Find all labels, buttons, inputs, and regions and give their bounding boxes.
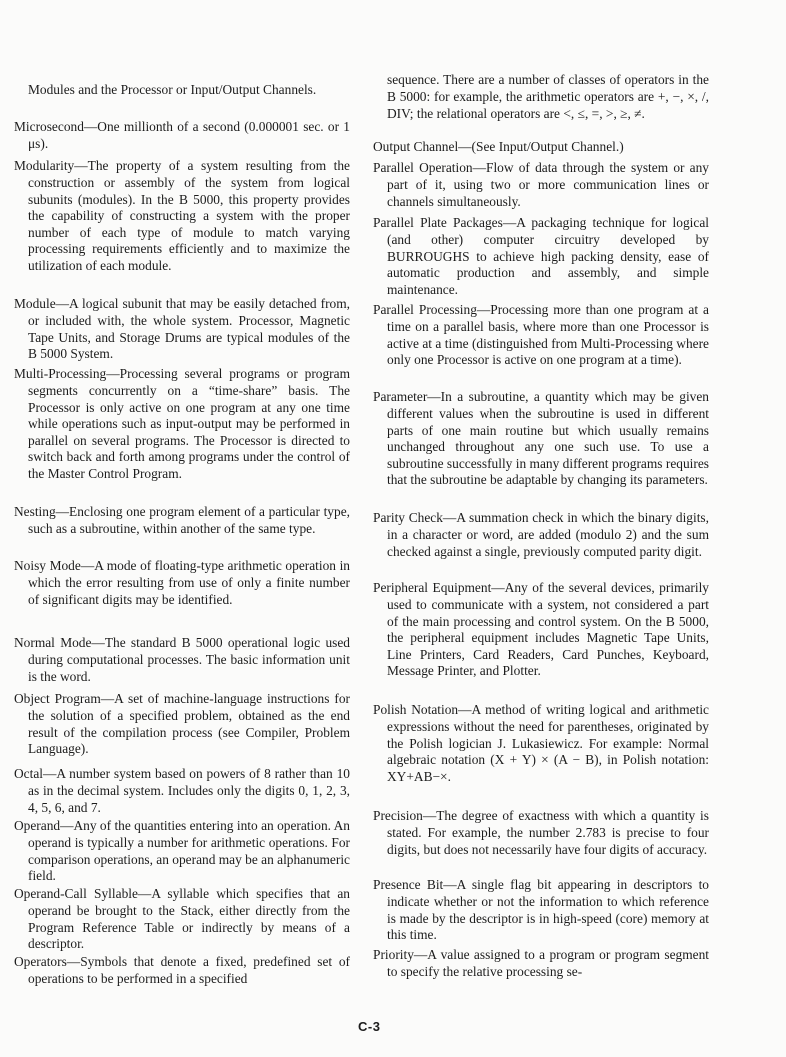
entry-microsecond: Microsecond—One millionth of a second (0.000001 sec. or 1 μs).	[14, 119, 350, 151]
entry-parameter: Parameter—In a subroutine, a quantity which may be given different values when the subroutine is used in different parts of one main routine but which usually remains unchanged throughout any one such use. To use a subroutine successfully in many different programs requires that the subroutine be adaptable by changing its parameters.	[373, 389, 709, 488]
entry-precision: Precision—The degree of exactness with which a quantity is stated. For example, the number 2.783 is precise to four digits, but does not necessarily have four digits of accuracy.	[373, 808, 709, 857]
entry-polish-notation: Polish Notation—A method of writing logical and arithmetic expressions without the need for parentheses, originated by the Polish logician J. Lukasiewicz. For example: Normal algebraic notation (X + Y) × (A − B), in Polish notation: XY+AB−×.	[373, 702, 709, 784]
entry-output-channel: Output Channel—(See Input/Output Channel.)	[373, 139, 624, 155]
entry-noisy-mode: Noisy Mode—A mode of floating-type arithmetic operation in which the error resulting from use of only a finite number of significant digits may be identified.	[14, 558, 350, 607]
entry-parity-check: Parity Check—A summation check in which the binary digits, in a character or word, are added (modulo 2) and the sum checked against a single, previously computed parity digit.	[373, 510, 709, 559]
entry-peripheral-equipment: Peripheral Equipment—Any of the several devices, primarily used to communicate with a system, not considered a part of the main processing and control system. On the B 5000, the peripheral equipment includes Magnetic Tape Units, Line Printers, Card Readers, Card Punches, Keyboard, Message Printer, and Plotter.	[373, 580, 709, 679]
entry-operand-call-syllable: Operand-Call Syllable—A syllable which specifies that an operand be brought to the Stack, either directly from the Program Reference Table or indirectly by means of a descriptor.	[14, 886, 350, 952]
entry-modules-continued: Modules and the Processor or Input/Output Channels.	[28, 82, 317, 98]
entry-module: Module—A logical subunit that may be easily detached from, or included with, the whole system. Processor, Magnetic Tape Units, and Storage Drums are typical modules of the B 5000 System.	[14, 296, 350, 362]
entry-octal: Octal—A number system based on powers of 8 rather than 10 as in the decimal system. Includes only the digits 0, 1, 2, 3, 4, 5, 6, and 7.	[14, 766, 350, 815]
entry-presence-bit: Presence Bit—A single flag bit appearing in descriptors to indicate whether or not the information to which reference is made by the descriptor is in high-speed (core) memory at this time.	[373, 877, 709, 943]
entry-operators-continued: sequence. There are a number of classes of operators in the B 5000: for example, the arithmetic operators are +, −, ×, /, DIV; the relational operators are <, ≤, =, >, ≥, ≠.	[387, 72, 709, 121]
entry-multi-processing: Multi-Processing—Processing several programs or program segments concurrently on a “time-share” basis. The Processor is only active on one program at any one time while operations such as input-output may be performed in parallel on several programs. The Processor is directed to switch back and forth among programs under the control of the Master Control Program.	[14, 366, 350, 481]
entry-modularity: Modularity—The property of a system resulting from the construction or assembly of the system from logical subunits (modules). In the B 5000, this property provides the capability of constructing a system with the proper number of each type of module to match varying processing requirements efficiently and to maximize the utilization of each module.	[14, 158, 350, 273]
entry-parallel-operation: Parallel Operation—Flow of data through the system or any part of it, using two or more communication lines or channels simultaneously.	[373, 160, 709, 209]
entry-normal-mode: Normal Mode—The standard B 5000 operational logic used during computational processes. The basic information unit is the word.	[14, 635, 350, 684]
entry-object-program: Object Program—A set of machine-language instructions for the solution of a specified problem, obtained as the end result of the compilation process (see Compiler, Problem Language).	[14, 691, 350, 757]
entry-parallel-processing: Parallel Processing—Processing more than one program at a time on a parallel basis, where more than one Processor is active at a time (distinguished from Multi-Processing where only one Processor is active on one program at a time).	[373, 302, 709, 368]
entry-nesting: Nesting—Enclosing one program element of a particular type, such as a subroutine, within another of the same type.	[14, 504, 350, 536]
entry-operators: Operators—Symbols that denote a fixed, predefined set of operations to be performed in a specified	[14, 954, 350, 986]
entry-operand: Operand—Any of the quantities entering into an operation. An operand is typically a number for arithmetic operations. For comparison operations, an operand may be an alphanumeric field.	[14, 818, 351, 884]
entry-parallel-plate-packages: Parallel Plate Packages—A packaging technique for logical (and other) computer circuitry developed by BURROUGHS to achieve high packing density, ease of automatic production and assembly, and simple maintenance.	[373, 215, 709, 297]
page-number: C-3	[358, 1019, 381, 1034]
entry-priority: Priority—A value assigned to a program or program segment to specify the relative processing se-	[373, 947, 709, 979]
